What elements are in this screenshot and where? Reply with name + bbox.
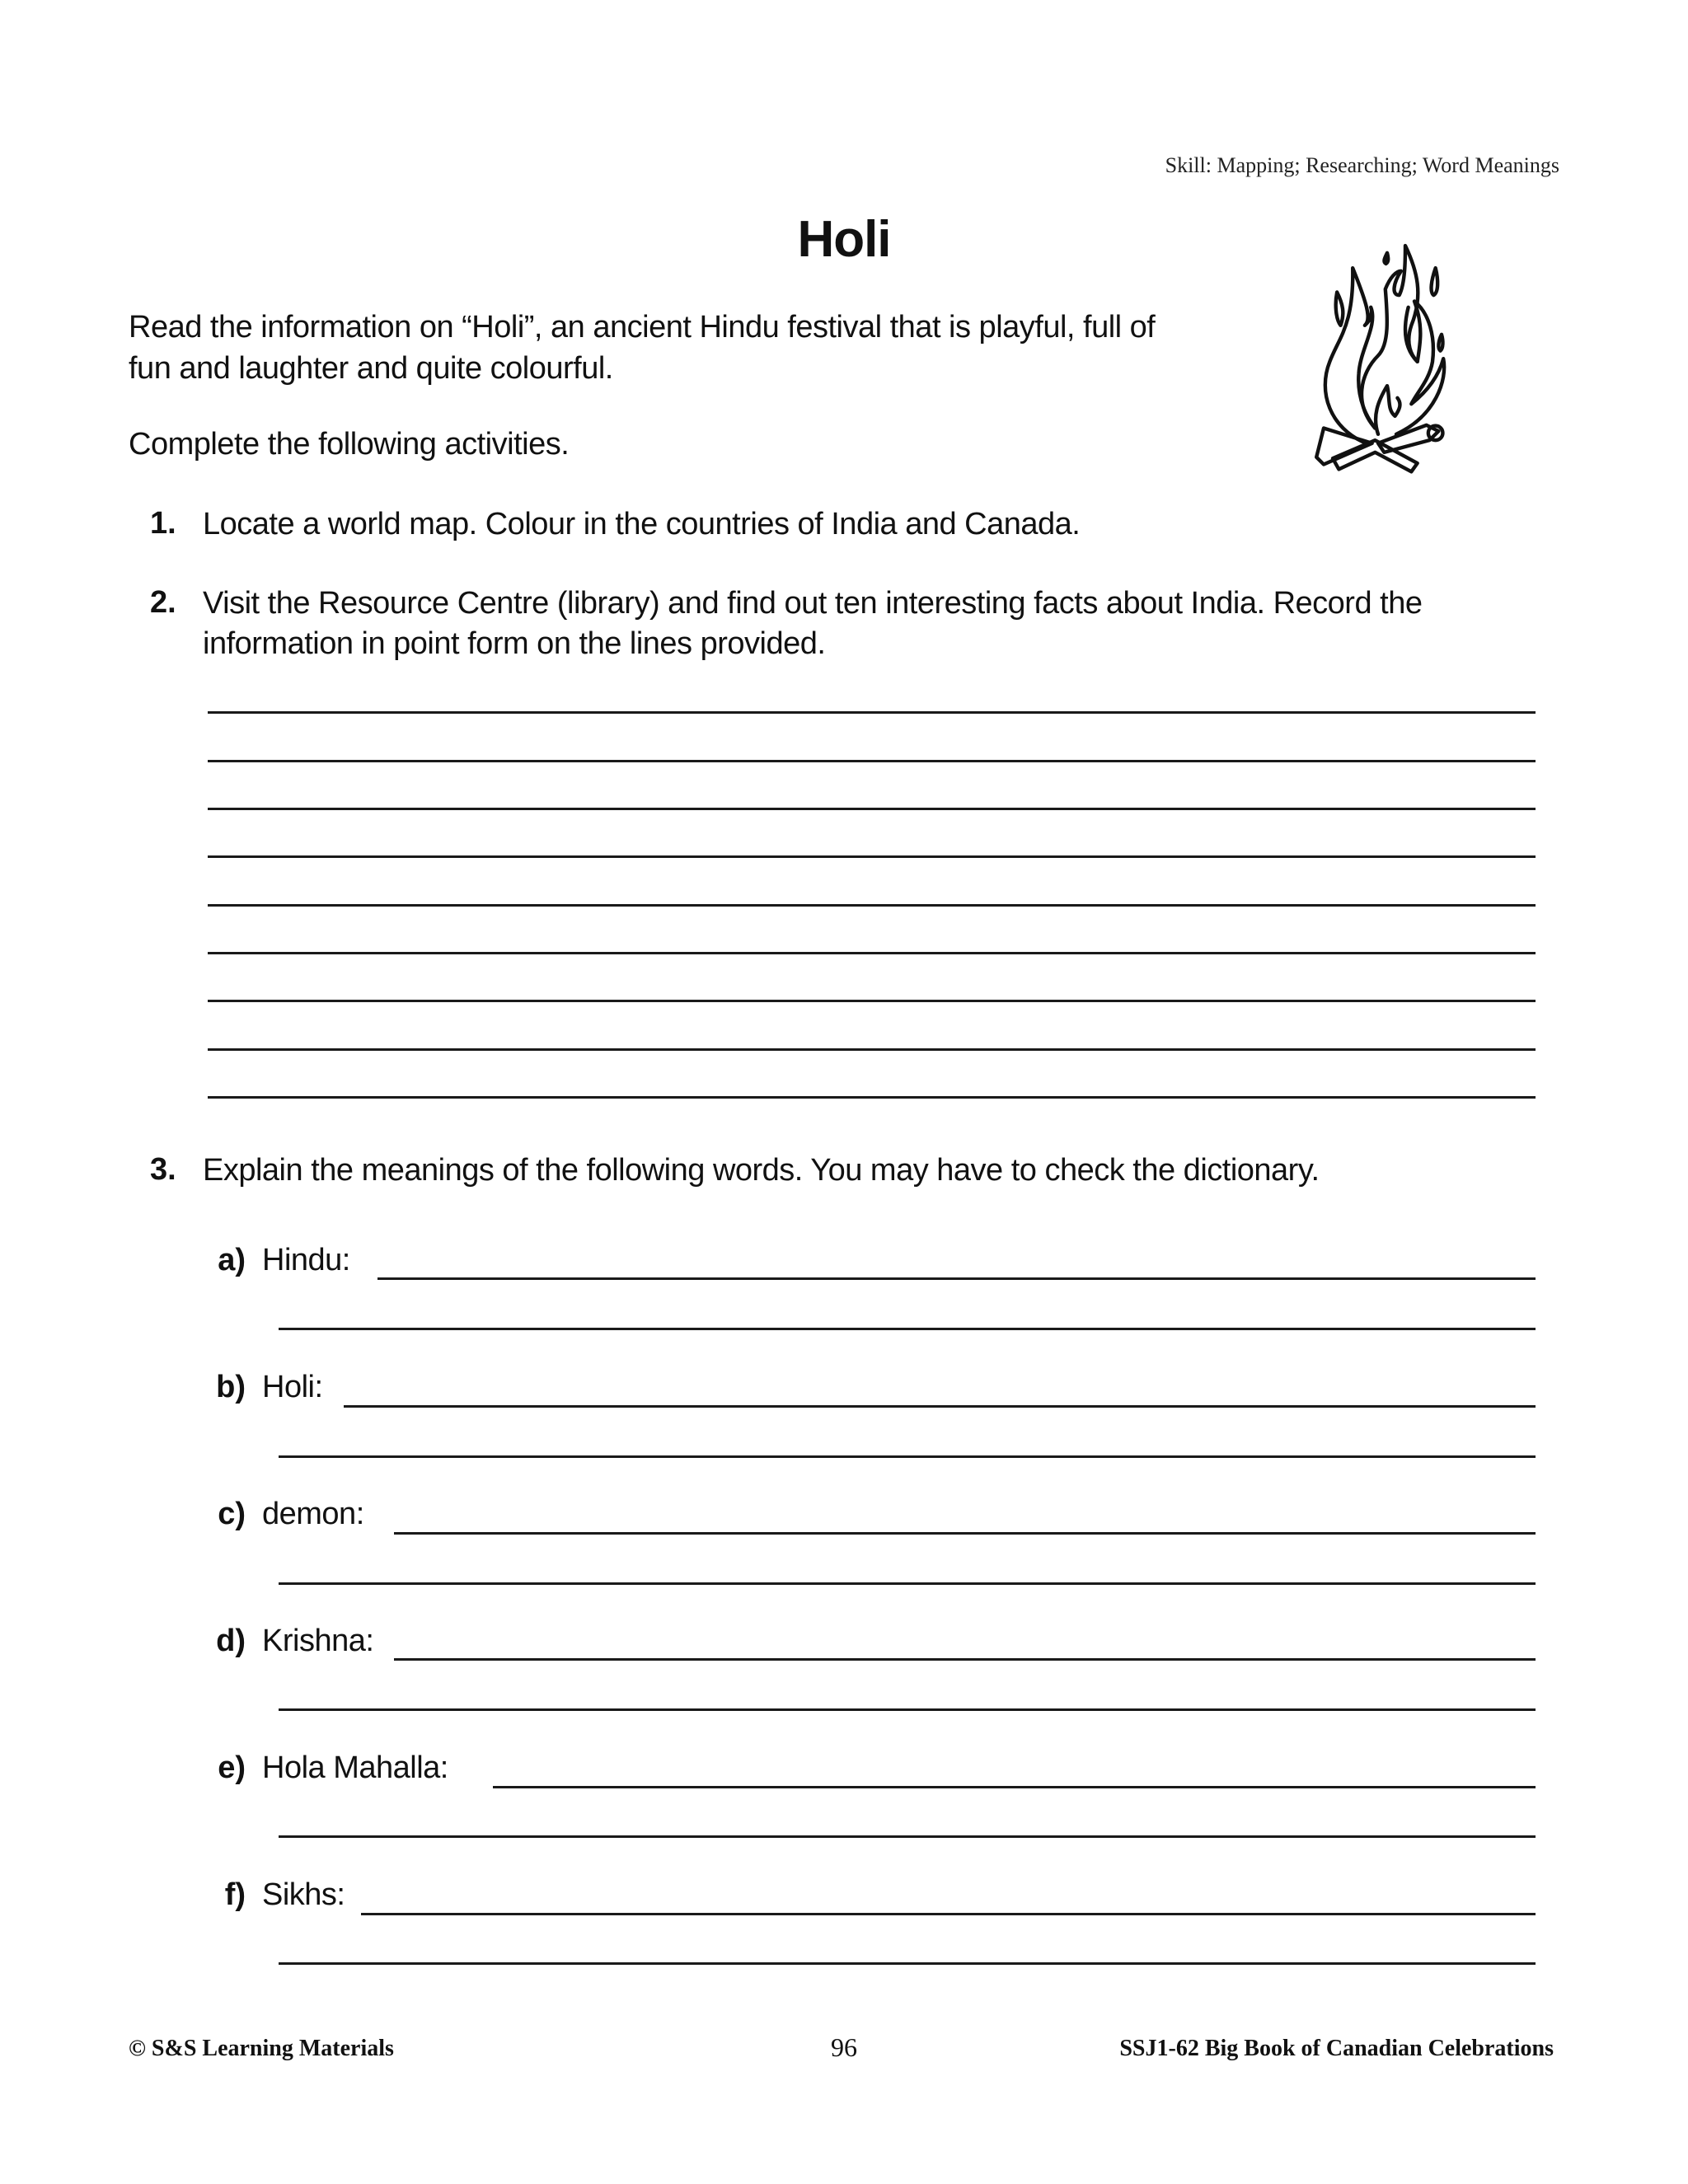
instruction-text: Complete the following activities. [129,427,570,462]
page-title: Holi [797,211,891,268]
activity-3-text: Explain the meanings of the following words. You may have to check the dictionary. [203,1153,1320,1188]
activity-3 [150,1152,176,1188]
vocab-letter: c) [218,1497,246,1531]
vocab-word-hindu: Hindu: [262,1243,350,1277]
activity-number: 3. [150,1152,176,1187]
answer-line[interactable] [208,711,1536,714]
page-number: 96 [831,2032,857,2062]
activity-number: 2. [150,585,176,620]
vocab-word-sikhs: Sikhs: [262,1877,345,1912]
answer-line[interactable] [208,855,1536,858]
activity-1-text: Locate a world map. Colour in the countries of India and Canada. [203,507,1081,541]
answer-line[interactable] [208,1000,1536,1002]
vocab-answer-line[interactable] [279,1328,1536,1330]
vocab-letter: f) [224,1877,246,1912]
answer-line[interactable] [208,1096,1536,1099]
vocab-word-holi: Holi: [262,1370,323,1404]
answer-line[interactable] [208,808,1536,810]
vocab-answer-line[interactable] [279,1582,1536,1585]
footer-publisher: © S&S Learning Materials [129,2036,394,2061]
activity-2 [150,585,176,621]
answer-line[interactable] [208,760,1536,762]
vocab-word-hola-mahalla: Hola Mahalla: [262,1750,448,1785]
vocab-answer-line[interactable] [493,1786,1536,1788]
vocab-letter: a) [218,1243,246,1277]
vocab-answer-line[interactable] [279,1455,1536,1458]
intro-paragraph: Read the information on “Holi”, an ancient Hindu festival that is playful, full of fun and laughter and quite colourful. [129,310,1156,386]
vocab-answer-line[interactable] [361,1913,1536,1915]
vocab-answer-line[interactable] [279,1708,1536,1711]
activity-number: 1. [150,506,176,541]
vocab-answer-line[interactable] [377,1277,1536,1280]
vocab-letter: d) [216,1624,246,1658]
bonfire-icon [1287,201,1469,510]
vocab-answer-line[interactable] [279,1835,1536,1838]
vocab-answer-line[interactable] [279,1962,1536,1965]
activity-1 [150,506,176,541]
answer-line[interactable] [208,1048,1536,1051]
vocab-answer-line[interactable] [394,1532,1536,1535]
footer-book-title: SSJ1-62 Big Book of Canadian Celebrations [1119,2036,1554,2061]
vocab-word-demon: demon: [262,1497,364,1531]
vocab-answer-line[interactable] [394,1658,1536,1661]
vocab-letter: b) [216,1370,246,1404]
answer-line[interactable] [208,904,1536,907]
answer-line[interactable] [208,952,1536,954]
vocab-answer-line[interactable] [344,1405,1536,1408]
activity-2-text: Visit the Resource Centre (library) and find out ten interesting facts about India. Record the information in point form on the lines provided. [203,586,1423,661]
vocab-word-krishna: Krishna: [262,1624,374,1658]
vocab-letter: e) [218,1750,246,1785]
skill-label: Skill: Mapping; Researching; Word Meanings [1165,153,1559,177]
